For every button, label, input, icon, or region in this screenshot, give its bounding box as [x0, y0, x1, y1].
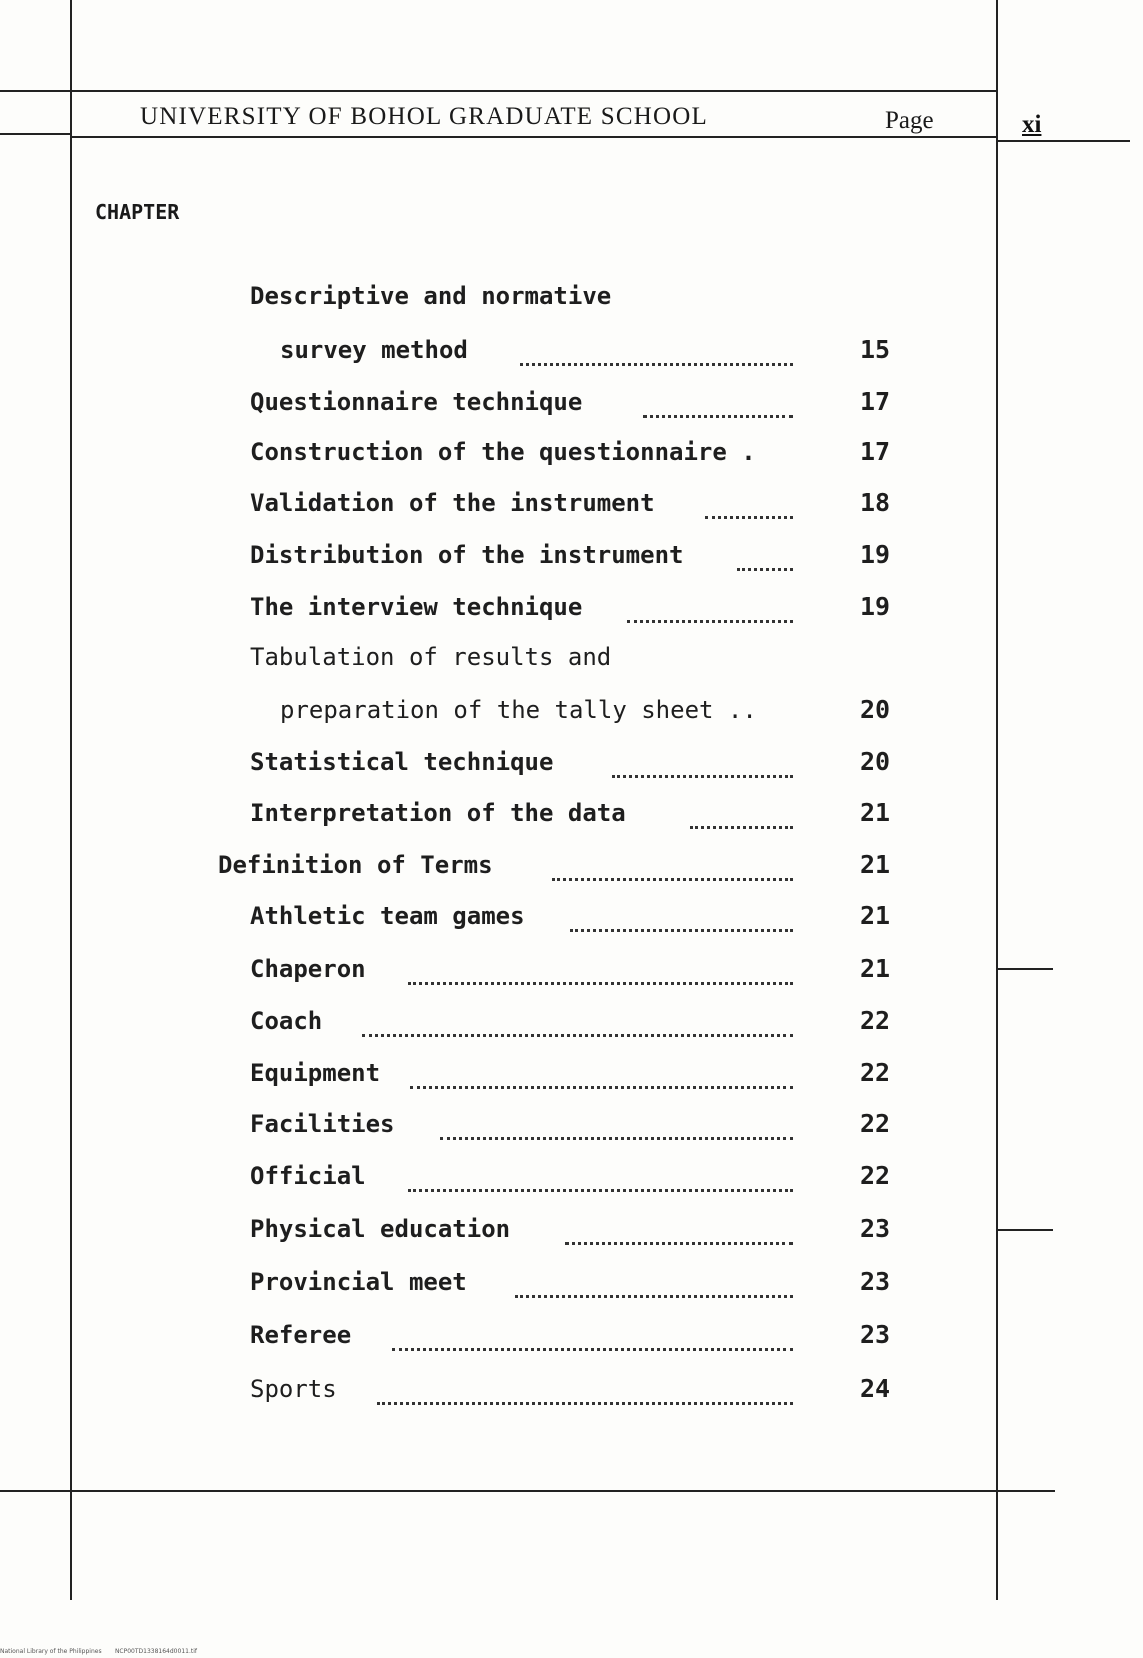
- toc-entry: [0, 1056, 1143, 1090]
- toc-entry: [0, 745, 1143, 779]
- toc-entry-title: Sports: [250, 1375, 337, 1403]
- toc-entry: [0, 1372, 1143, 1406]
- toc-entry-title: Equipment: [250, 1059, 381, 1087]
- footer-rule: [0, 1490, 1055, 1492]
- toc-entry-title: Questionnaire technique: [250, 388, 583, 416]
- toc-entry: [0, 1159, 1143, 1193]
- toc-leader-dots: [392, 1326, 793, 1351]
- toc-entry-page: 21: [859, 850, 891, 879]
- toc-entry-title: Validation of the instrument: [250, 489, 655, 517]
- toc-entry-title: Distribution of the instrument: [250, 541, 684, 569]
- toc-entry: [0, 538, 1143, 572]
- header-left-margin-rule: [0, 133, 70, 135]
- toc-entry-page: 21: [859, 901, 891, 930]
- toc-entry-title: preparation of the tally sheet ..: [280, 696, 757, 724]
- page-number: xi: [1022, 111, 1042, 138]
- toc-leader-dots: [552, 856, 793, 881]
- toc-entry: [0, 693, 1143, 727]
- toc-entry: [0, 1265, 1143, 1299]
- toc-entry: [0, 1212, 1143, 1246]
- toc-entry-page: 19: [859, 592, 891, 621]
- toc-entry: [0, 796, 1143, 830]
- toc-leader-dots: [410, 1064, 793, 1089]
- toc-leader-dots: [570, 907, 793, 932]
- toc-entry-title: Physical education: [250, 1215, 511, 1243]
- toc-entry: [0, 486, 1143, 520]
- toc-entry-page: 23: [859, 1320, 891, 1349]
- toc-entry: [0, 435, 1143, 469]
- toc-entry: [0, 385, 1143, 419]
- toc-entry-page: 23: [859, 1267, 891, 1296]
- toc-entry-page: 22: [859, 1161, 891, 1190]
- toc-entry-page: 22: [859, 1058, 891, 1087]
- toc-entry-title: Athletic team games: [250, 902, 525, 930]
- toc-entry-title: Definition of Terms: [218, 851, 493, 879]
- toc-entry: [0, 590, 1143, 624]
- toc-entry: [0, 899, 1143, 933]
- toc-entry-page: 23: [859, 1214, 891, 1243]
- toc-leader-dots: [705, 494, 793, 519]
- toc-entry-title: Provincial meet: [250, 1268, 467, 1296]
- toc-leader-dots: [408, 960, 793, 985]
- toc-entry: [0, 848, 1143, 882]
- toc-entry-title: Tabulation of results and: [250, 643, 612, 671]
- toc-leader-dots: [737, 546, 793, 571]
- toc-entry-title: survey method: [280, 336, 468, 364]
- archive-file-id: NCP00TD1338164d0011.tif: [114, 1648, 197, 1655]
- toc-entry-title: Interpretation of the data: [250, 799, 626, 827]
- toc-entry-page: 22: [859, 1006, 891, 1035]
- toc-entry-page: 24: [859, 1374, 891, 1403]
- toc-entry-title: Chaperon: [250, 955, 366, 983]
- toc-entry-title: Descriptive and normative: [250, 282, 612, 310]
- toc-leader-dots: [440, 1115, 793, 1140]
- toc-entry-page: 22: [859, 1109, 891, 1138]
- toc-leader-dots: [565, 1220, 793, 1245]
- toc-entry-page: 17: [859, 437, 891, 466]
- toc-entry-page: 21: [859, 798, 891, 827]
- toc-entry-page: 21: [859, 954, 891, 983]
- header-top-rule-main: [72, 90, 996, 92]
- toc-entry: [0, 1318, 1143, 1352]
- toc-entry: [0, 640, 1143, 674]
- toc-leader-dots: [627, 598, 793, 623]
- header-right-margin-rule: [998, 140, 1130, 142]
- toc-leader-dots: [515, 1273, 793, 1298]
- toc-entry-title: Construction of the questionnaire .: [250, 438, 756, 466]
- institution-title: UNIVERSITY OF BOHOL GRADUATE SCHOOL: [140, 103, 708, 130]
- archive-text: National Library of the Philippines: [0, 1648, 102, 1655]
- page-label: Page: [885, 107, 934, 134]
- toc-entry-title: Official: [250, 1162, 366, 1190]
- toc-entry-title: Coach: [250, 1007, 323, 1035]
- chapter-label: CHAPTER: [95, 200, 180, 224]
- toc-entry: [0, 1107, 1143, 1141]
- toc-leader-dots: [612, 753, 793, 778]
- toc-entry: [0, 333, 1143, 367]
- toc-leader-dots: [362, 1012, 793, 1037]
- toc-leader-dots: [643, 393, 793, 418]
- header-top-rule: [0, 90, 70, 92]
- toc-leader-dots: [520, 341, 793, 366]
- toc-entry-page: 17: [859, 387, 891, 416]
- toc-entry-page: 20: [859, 695, 891, 724]
- header-bottom-rule: [72, 136, 996, 138]
- toc-entry-page: 20: [859, 747, 891, 776]
- toc-leader-dots: [690, 804, 793, 829]
- archive-footer: [0, 1648, 197, 1655]
- toc-entry: [0, 279, 1143, 313]
- toc-entry-page: 18: [859, 488, 891, 517]
- toc-entry-title: The interview technique: [250, 593, 583, 621]
- toc-leader-dots: [377, 1380, 793, 1405]
- toc-entry-page: 15: [859, 335, 891, 364]
- toc-leader-dots: [408, 1167, 793, 1192]
- toc-entry-page: 19: [859, 540, 891, 569]
- toc-entry-title: Facilities: [250, 1110, 395, 1138]
- toc-entry-title: Statistical technique: [250, 748, 554, 776]
- toc-entry: [0, 952, 1143, 986]
- toc-entry-title: Referee: [250, 1321, 352, 1349]
- toc-entry: [0, 1004, 1143, 1038]
